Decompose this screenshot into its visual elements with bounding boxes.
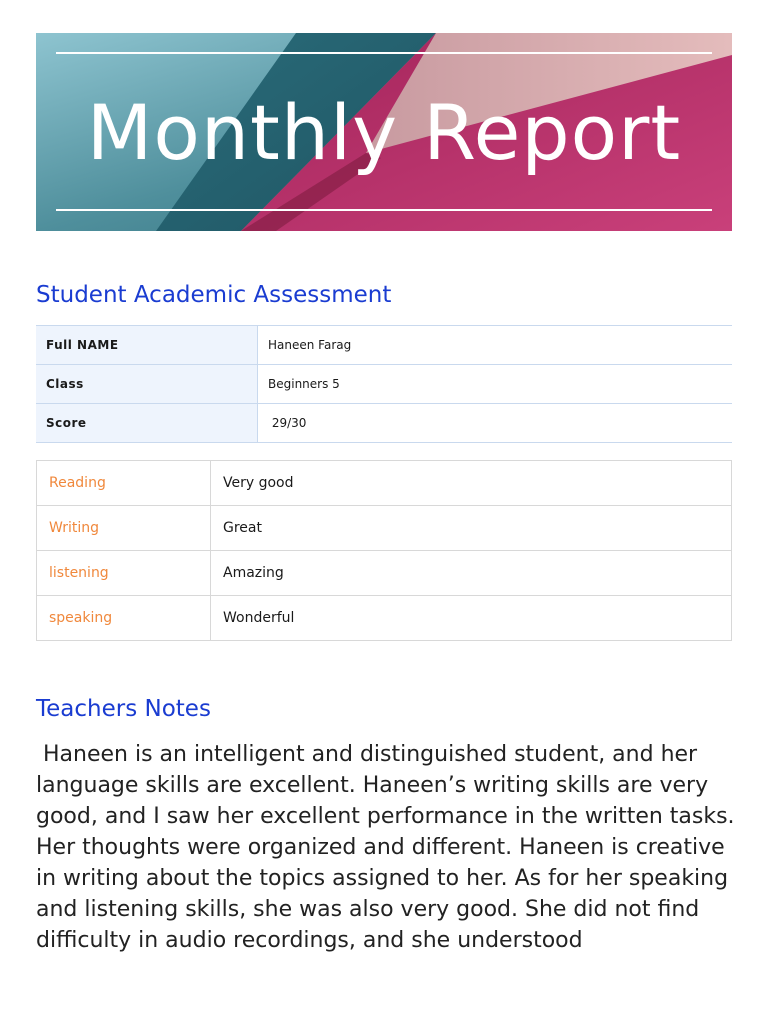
teachers-notes-heading: Teachers Notes [36,696,211,722]
class-label: Class [36,365,258,404]
header-banner [36,33,732,231]
full-name-label: Full NAME [36,326,258,365]
skill-listening-rating: Amazing [211,551,732,596]
skill-speaking-rating: Wonderful [211,596,732,641]
teachers-notes-text: Haneen is an intelligent and distinguished student, and her language skills are excellent. Haneen’s writing skills are very good, and I saw her excellent performance in the written tasks. Her thoughts were organized and different. Haneen is creative in writing about the topics assigned to her. As for her speaking and listening skills, she was also very good. She did not find difficulty in audio recordings, and she understood [36,742,742,953]
skill-reading-label: Reading [37,461,211,506]
banner-bottom-rule [56,209,712,211]
banner-top-rule [56,52,712,54]
table-row [37,551,732,596]
table-row [37,506,732,551]
table-row [36,365,732,404]
student-info-table [36,325,732,443]
table-row [36,326,732,365]
skill-writing-rating: Great [211,506,732,551]
class-value: Beginners 5 [258,365,733,404]
skill-writing-label: Writing [37,506,211,551]
score-value: 29/30 [258,404,733,443]
table-row [37,461,732,506]
score-label: Score [36,404,258,443]
report-title: Monthly Report [86,88,682,177]
skill-speaking-label: speaking [37,596,211,641]
assessment-heading: Student Academic Assessment [36,282,392,308]
table-row [36,404,732,443]
full-name-value: Haneen Farag [258,326,733,365]
table-row [37,596,732,641]
skill-reading-rating: Very good [211,461,732,506]
skills-table [36,460,732,641]
skill-listening-label: listening [37,551,211,596]
